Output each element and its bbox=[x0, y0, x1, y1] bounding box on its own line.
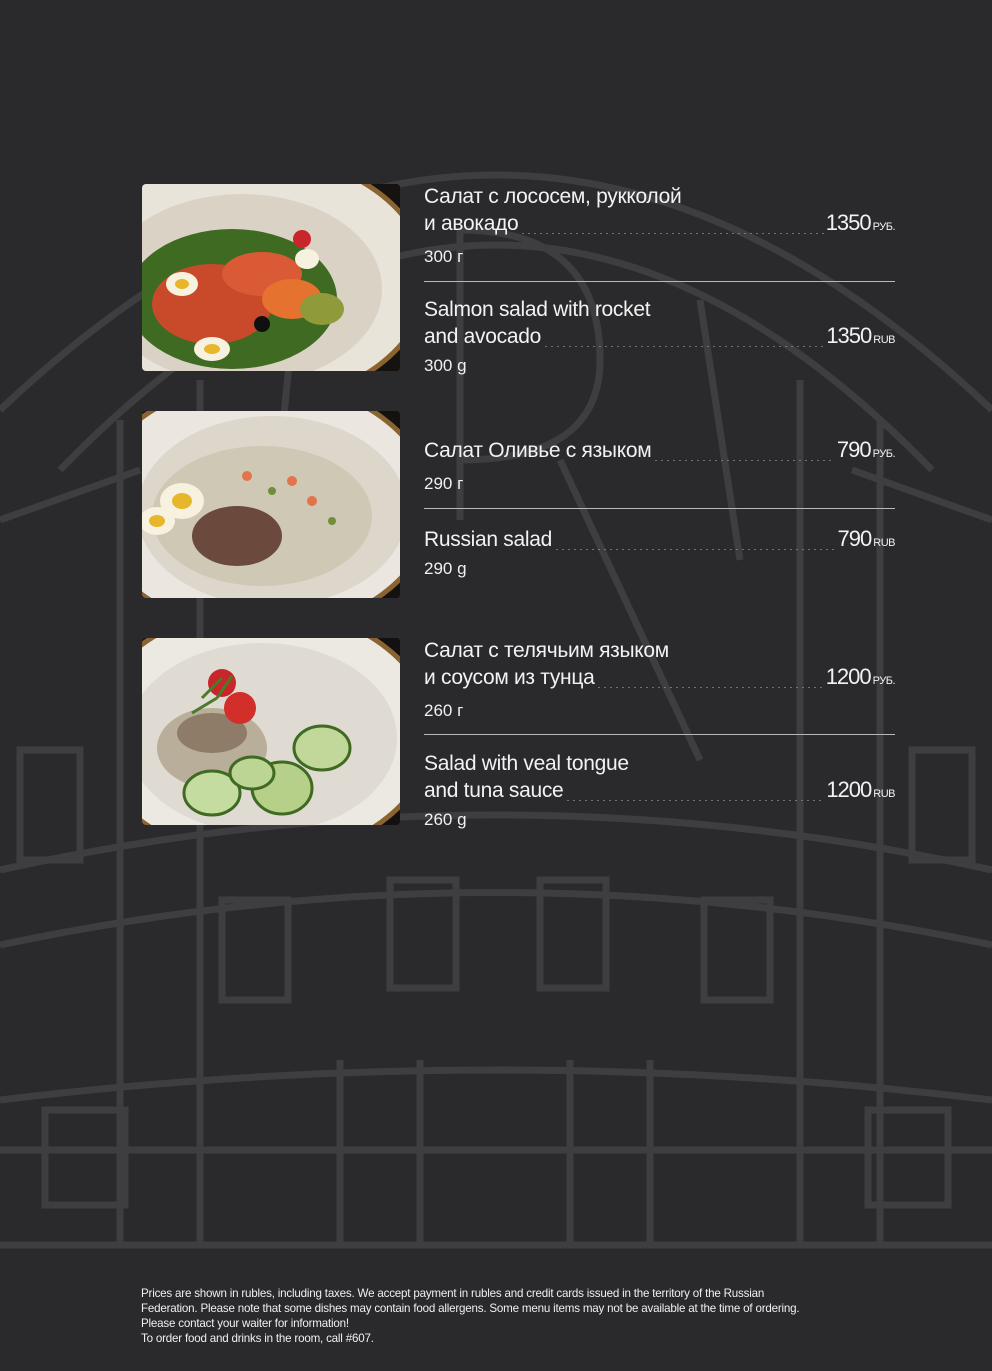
dish-1-ru bbox=[424, 184, 895, 268]
dish-price: 790 РУБ. bbox=[836, 437, 895, 462]
dish-name: and tuna sauce bbox=[424, 779, 564, 802]
dish-name: Salad with veal tongue bbox=[424, 752, 629, 775]
currency-label: РУБ. bbox=[872, 221, 895, 233]
dish-name: Russian salad bbox=[424, 528, 553, 551]
dish-weight: 260 г bbox=[424, 701, 464, 720]
dish-name: Салат с телячьим языком bbox=[424, 639, 669, 662]
dish-weight: 260 g bbox=[424, 810, 467, 829]
dish-name: Салат с лососем, рукколой bbox=[424, 185, 682, 208]
dot-leader bbox=[565, 800, 824, 801]
dot-leader bbox=[596, 687, 823, 688]
footer-line: Federation. Please note that some dishes may contain food allergens. Some menu items may not be available at the time of ordering. bbox=[141, 1302, 800, 1315]
dish-2-en bbox=[424, 526, 895, 580]
veal-tongue-salad-photo bbox=[142, 638, 400, 825]
footer-line: To order food and drinks in the room, call #607. bbox=[141, 1332, 374, 1345]
currency-label: РУБ. bbox=[872, 448, 895, 460]
currency-label: RUB bbox=[873, 788, 895, 800]
dish-name: и соусом из тунца bbox=[424, 666, 595, 689]
divider bbox=[424, 281, 895, 282]
dish-name: Салат Оливье с языком bbox=[424, 439, 652, 462]
dish-weight: 300 г bbox=[424, 247, 464, 266]
currency-label: RUB bbox=[873, 334, 895, 346]
currency-label: RUB bbox=[873, 537, 895, 549]
dish-price: 1350 RUB bbox=[826, 323, 895, 348]
dish-weight: 290 g bbox=[424, 559, 467, 578]
dish-price: 1200 РУБ. bbox=[825, 664, 895, 689]
salmon-salad-photo bbox=[142, 184, 400, 371]
dish-price: 1200 RUB bbox=[826, 777, 895, 802]
dot-leader bbox=[520, 233, 823, 234]
dish-3-ru bbox=[424, 638, 895, 722]
dish-1-en bbox=[424, 297, 895, 377]
dot-leader bbox=[543, 346, 824, 347]
dish-price: 1350 РУБ. bbox=[825, 210, 895, 235]
currency-label: РУБ. bbox=[872, 675, 895, 687]
dish-weight: 300 g bbox=[424, 356, 467, 375]
dish-3-en bbox=[424, 751, 895, 831]
footer-line: Please contact your waiter for information! bbox=[141, 1317, 349, 1330]
divider bbox=[424, 734, 895, 735]
dish-name: Salmon salad with rocket bbox=[424, 298, 651, 321]
dish-name: and avocado bbox=[424, 325, 541, 348]
footer-line: Prices are shown in rubles, including taxes. We accept payment in rubles and credit cards issued in the territory of the Russian bbox=[141, 1287, 765, 1300]
dot-leader bbox=[554, 549, 836, 550]
dish-weight: 290 г bbox=[424, 474, 464, 493]
russian-salad-photo bbox=[142, 411, 400, 598]
dish-name: и авокадо bbox=[424, 212, 519, 235]
footer-note bbox=[141, 1286, 901, 1346]
dish-price: 790 RUB bbox=[837, 526, 895, 551]
dot-leader bbox=[653, 460, 835, 461]
dish-2-ru bbox=[424, 437, 895, 495]
divider bbox=[424, 508, 895, 509]
